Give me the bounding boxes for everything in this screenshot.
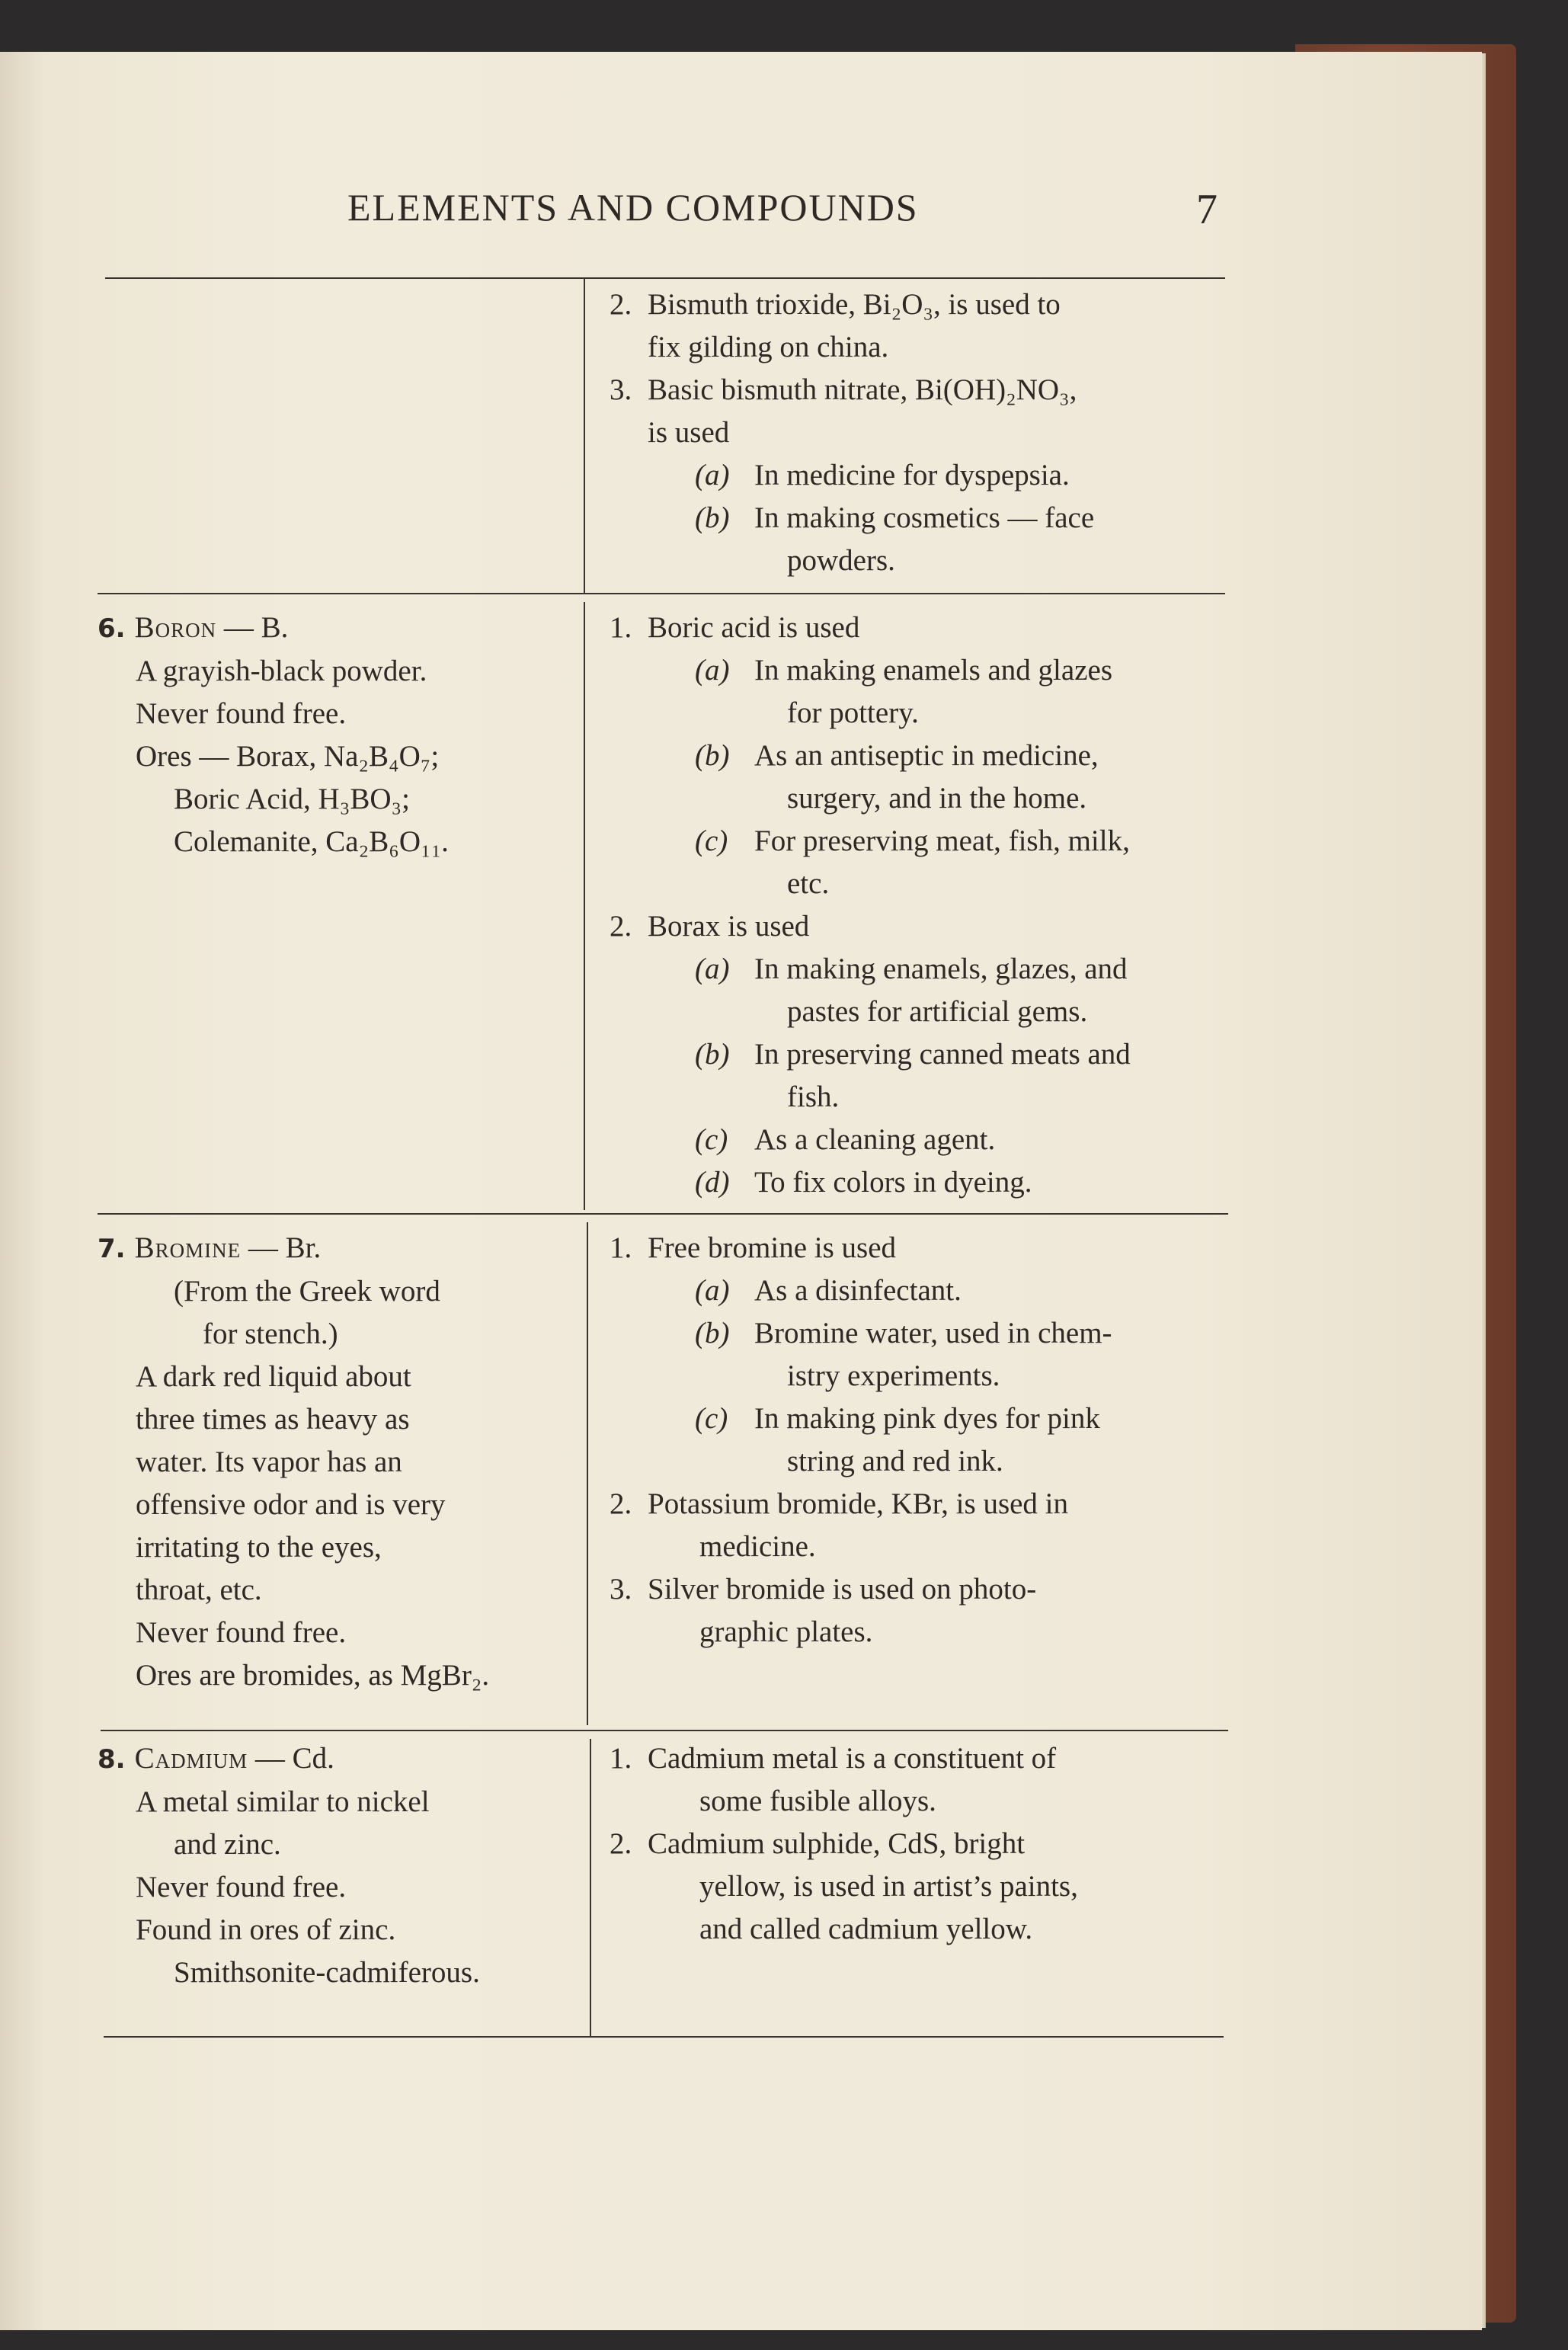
element-text: Ores — Borax, Na₂B₄O₇; [136,740,440,773]
element-text: (From the Greek word [174,1275,440,1308]
item-text: Boric acid is used [648,611,860,644]
page-number: 7 [1196,186,1218,233]
column-divider [587,1222,588,1725]
sub-letter: (d) [695,1166,730,1199]
item-text: string and red ink. [787,1445,1003,1478]
element-text: Never found free. [136,697,347,730]
sub-letter: (a) [695,952,730,985]
uses-cell-boron [610,607,1227,1204]
item-number: 1. [610,1231,632,1264]
item-text: Bromine water, used in chem- [754,1317,1112,1349]
element-number: 8. [98,1744,126,1775]
item-text: Borax is used [648,910,810,943]
element-text: Smithsonite-cadmiferous. [174,1956,480,1989]
item-text: etc. [787,867,830,900]
element-name: Cadmium [134,1742,248,1775]
item-text: medicine. [699,1530,816,1563]
column-divider [584,279,585,593]
column-divider [590,1739,591,2036]
element-text: Never found free. [136,1871,347,1903]
item-text: In making enamels and glazes [754,654,1112,687]
item-text: In making enamels, glazes, and [754,952,1128,985]
item-text: For preserving meat, fish, milk, [754,824,1130,857]
item-text: To fix colors in dyeing. [754,1166,1032,1199]
item-text: Cadmium metal is a constituent of [648,1742,1057,1775]
running-head: ELEMENTS AND COMPOUNDS [347,186,919,229]
element-text: A grayish-black powder. [136,655,427,687]
item-text: Cadmium sulphide, CdS, bright [648,1827,1026,1860]
element-symbol: — B. [223,611,289,644]
sub-letter: (b) [695,501,730,534]
element-symbol: — Cd. [254,1742,334,1775]
element-number: 6. [98,613,126,644]
element-text: three times as heavy as [136,1403,410,1436]
element-name: Bromine [134,1231,242,1264]
item-text: surgery, and in the home. [787,782,1087,815]
item-text: Basic bismuth nitrate, Bi(OH)₂NO₃, [648,373,1077,406]
item-text: fix gilding on china. [648,331,889,363]
column-divider [584,602,585,1210]
sub-letter: (a) [695,654,730,687]
element-text: A metal similar to nickel [136,1785,430,1818]
item-text: In medicine for dyspepsia. [754,459,1070,491]
element-text: Boric Acid, H₃BO₃; [174,783,410,815]
uses-cell-bismuth-lines [610,283,1227,582]
item-text: Free bromine is used [648,1231,897,1264]
sub-letter: (c) [695,1123,728,1156]
element-text: A dark red liquid about [136,1360,411,1393]
item-text: Potassium bromide, KBr, is used in [648,1487,1069,1520]
element-text: throat, etc. [136,1574,262,1606]
item-text: In making pink dyes for pink [754,1402,1100,1435]
item-number: 3. [610,1573,632,1606]
item-number: 2. [610,910,632,943]
item-number: 3. [610,373,632,406]
row-divider [98,1213,1228,1215]
item-text: As a disinfectant. [754,1274,962,1307]
row-divider [98,593,1225,594]
item-text: powders. [787,544,895,577]
sub-letter: (a) [695,1274,730,1307]
item-number: 2. [610,1487,632,1520]
element-name: Boron [134,611,217,644]
item-text: Bismuth trioxide, Bi₂O₃, is used to [648,288,1061,321]
element-number: 7. [98,1234,126,1264]
item-text: is used [648,416,730,449]
element-cell-bromine [98,1227,570,1697]
element-text: Found in ores of zinc. [136,1913,396,1946]
item-number: 2. [610,1827,632,1860]
sub-letter: (b) [695,739,730,772]
item-text: for pottery. [787,696,919,729]
sub-letter: (c) [695,824,728,857]
item-number: 1. [610,1742,632,1775]
element-text: offensive odor and is very [136,1488,446,1521]
element-text: water. Its vapor has an [136,1446,402,1478]
table-top-rule [105,277,1225,279]
item-text: istry experiments. [787,1359,1000,1392]
item-text: Silver bromide is used on photo- [648,1573,1037,1606]
item-text: graphic plates. [699,1615,873,1648]
table-bottom-rule [104,2036,1224,2038]
row-divider [101,1730,1228,1731]
sub-letter: (a) [695,459,730,491]
item-text: pastes for artificial gems. [787,995,1088,1028]
item-number: 2. [610,288,632,321]
uses-cell-bromine [610,1227,1227,1654]
element-cell-boron [98,607,570,863]
element-text: and zinc. [174,1828,281,1861]
element-cell-cadmium [98,1737,570,1994]
sub-letter: (b) [695,1038,730,1071]
element-text: Colemanite, Ca₂B₆O₁₁. [174,825,449,858]
item-text: yellow, is used in artist’s paints, [699,1870,1078,1903]
element-text: Never found free. [136,1616,347,1649]
item-text: fish. [787,1081,840,1113]
sub-letter: (b) [695,1317,730,1349]
uses-cell-cadmium [610,1737,1227,1951]
item-number: 1. [610,611,632,644]
item-text: In preserving canned meats and [754,1038,1131,1071]
item-text: As a cleaning agent. [754,1123,996,1156]
item-text: some fusible alloys. [699,1785,936,1817]
item-text: In making cosmetics — face [754,501,1095,534]
element-symbol: — Br. [248,1231,322,1264]
element-text: Ores are bromides, as MgBr₂. [136,1659,490,1692]
element-text: irritating to the eyes, [136,1531,382,1564]
item-text: and called cadmium yellow. [699,1913,1033,1945]
sub-letter: (c) [695,1402,728,1435]
item-text: As an antiseptic in medicine, [754,739,1099,772]
element-text: for stench.) [203,1317,338,1350]
